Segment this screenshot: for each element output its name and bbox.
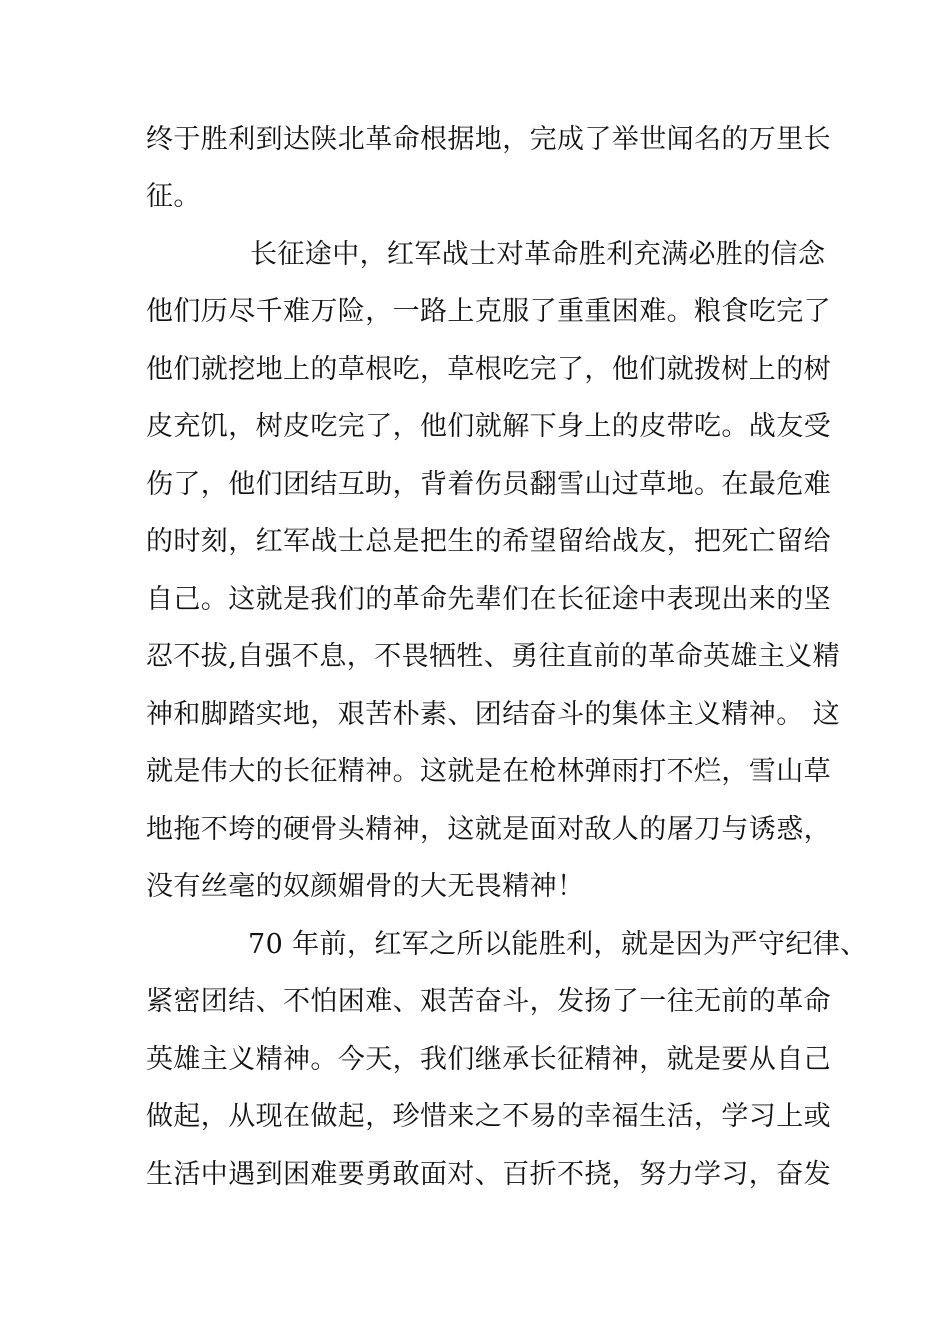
text-line: 生活中遇到困难要勇敢面对、百折不挠，努力学习，奋发 <box>146 1159 831 1190</box>
text-line: 他们历尽千难万险，一路上克服了重重困难。粮食吃完了 <box>146 296 831 327</box>
text-line: 终于胜利到达陕北革命根据地，完成了举世闻名的万里长 <box>146 124 831 155</box>
text-line: 就是伟大的长征精神。这就是在枪林弹雨打不烂，雪山草 <box>146 756 831 787</box>
text-line: 忍不拔,自强不息，不畏牺牲、勇往直前的革命英雄主义精 <box>146 641 840 672</box>
text-line: 神和脚踏实地，艰苦朴素、团结奋斗的集体主义精神。 这 <box>146 699 840 730</box>
paragraph-start-line: 长征途中，红军战士对革命胜利充满必胜的信念 <box>250 239 826 270</box>
text-line: 的时刻，红军战士总是把生的希望留给战友，把死亡留给 <box>146 526 831 557</box>
text-line: 伤了，他们团结互助，背着伤员翻雪山过草地。在最危难 <box>146 469 831 500</box>
text-line: 皮充饥，树皮吃完了，他们就解下身上的皮带吃。战友受 <box>146 411 831 442</box>
text-line: 征。 <box>146 181 201 212</box>
text-line: 没有丝毫的奴颜媚骨的大无畏精神！ <box>146 871 585 902</box>
text-line: 紧密团结、不怕困难、艰苦奋斗，发扬了一往无前的革命 <box>146 986 831 1017</box>
text-line: 自己。这就是我们的革命先辈们在长征途中表现出来的坚 <box>146 584 831 615</box>
text-line: 英雄主义精神。今天，我们继承长征精神，就是要从自己 <box>146 1044 831 1075</box>
text-line: 做起，从现在做起，珍惜来之不易的幸福生活，学习上或 <box>146 1101 831 1132</box>
text-line: 地拖不垮的硬骨头精神，这就是面对敌人的屠刀与诱惑， <box>146 814 831 845</box>
paragraph-start-line: 70 年前，红军之所以能胜利，就是因为严守纪律、 <box>248 929 868 960</box>
text-line: 他们就挖地上的草根吃，草根吃完了，他们就拨树上的树 <box>146 354 831 385</box>
